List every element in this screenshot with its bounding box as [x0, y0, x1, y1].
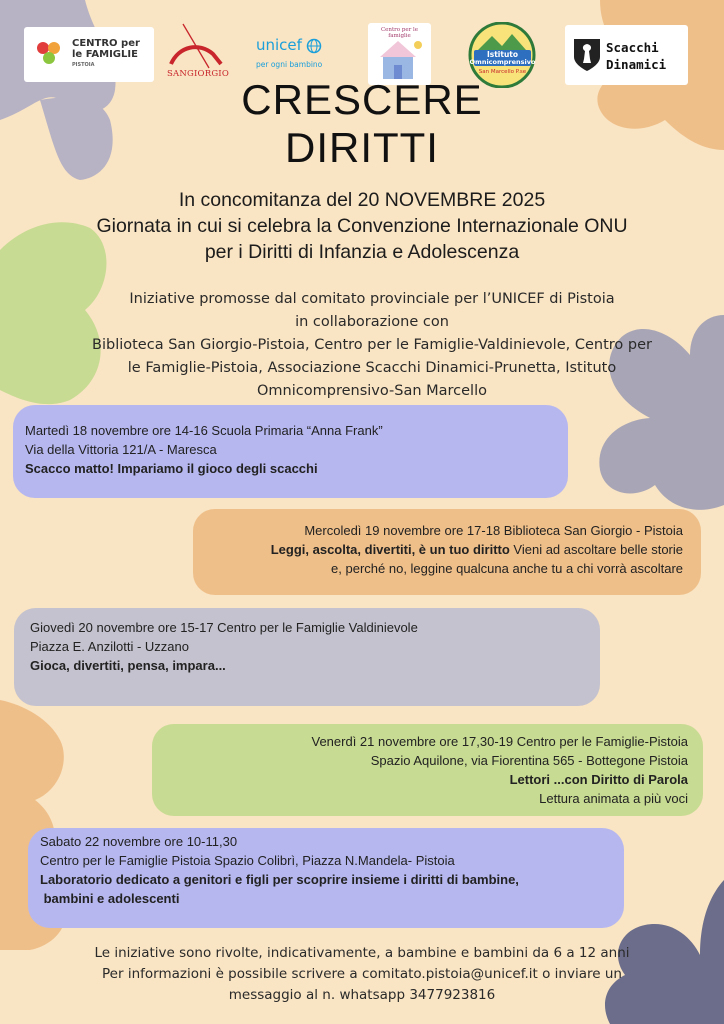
page-title-line2: DIRITTI — [285, 124, 439, 171]
logo-centro-famiglie-line2: le FAMIGLIE — [72, 49, 138, 60]
unicef-globe-icon — [306, 38, 322, 54]
logo-istituto-line2: Omnicomprensivo — [469, 58, 536, 66]
logo-unicef-name: unicef — [256, 36, 302, 54]
intro-line: Omnicomprensivo-San Marcello — [257, 383, 487, 399]
footer-line-contact: Per informazioni è possibile scrivere a comitato.pistoia@unicef.it o inviare un — [102, 966, 622, 982]
intro-line: Biblioteca San Giorgio-Pistoia, Centro per le Famiglie-Valdinievole, Centro per — [92, 337, 652, 353]
logo-unicef-tagline: per ogni bambino — [256, 60, 323, 69]
footer-line-whatsapp: messaggio al n. whatsapp 3477923816 — [228, 987, 496, 1003]
event-date-location: Martedì 18 novembre ore 14-16 Scuola Primaria “Anna Frank” — [25, 423, 383, 438]
event-date-location: Venerdì 21 novembre ore 17,30-19 Centro per le Famiglie-Pistoia — [311, 734, 688, 749]
intro-line: le Famiglie-Pistoia, Associazione Scacchi Dinamici-Prunetta, Istituto — [127, 360, 617, 376]
event-description: Vieni ad ascoltare belle storie — [509, 542, 683, 557]
footer-info — [0, 943, 724, 1006]
logo-centro-famiglie — [24, 27, 154, 82]
event-card-thursday — [14, 608, 600, 706]
logo-centro-famiglie-line3: PISTOIA — [72, 62, 95, 68]
event-location: Centro per le Famiglie Pistoia Spazio Colibrì, Piazza N.Mandela- Pistoia — [40, 853, 455, 868]
intro-line: Iniziative promosse dal comitato provinciale per l’UNICEF di Pistoia — [129, 291, 615, 307]
event-title: Lettori ...con Diritto di Parola — [509, 772, 688, 787]
logo-istituto-line1: Istituto — [486, 50, 519, 59]
logo-unicef — [250, 34, 330, 74]
event-description: Lettura animata a più voci — [539, 791, 688, 806]
event-address: Piazza E. Anzilotti - Uzzano — [30, 639, 189, 654]
event-address: Spazio Aquilone, via Fiorentina 565 - Bottegone Pistoia — [370, 753, 688, 768]
subtitle-line: In concomitanza del 20 NOVEMBRE 2025 — [178, 189, 546, 211]
sangiorgio-arch-icon — [165, 22, 227, 70]
event-date-location: Mercoledì 19 novembre ore 17-18 Biblioteca San Giorgio - Pistoia — [304, 523, 683, 538]
footer-line: Le iniziative sono rivolte, indicativamente, a bambine e bambini da 6 a 12 anni — [94, 945, 630, 961]
logo-istituto-line3: San Marcello P.se — [478, 69, 527, 75]
logo-centro-disegno-text: Centro per le famiglie — [380, 27, 419, 39]
event-date-time: Sabato 22 novembre ore 10-11,30 — [40, 834, 238, 849]
event-title: Laboratorio dedicato a genitori e figli per scoprire insieme i diritti di bambine, — [40, 872, 519, 887]
logo-sangiorgio — [165, 22, 230, 84]
event-title-continued: bambini e adolescenti — [40, 891, 180, 906]
intro-line: in collaborazione con — [295, 314, 449, 330]
event-description: e, perché no, leggine qualcuna anche tu a chi vorrà ascoltare — [331, 561, 683, 576]
subtitle-line: Giornata in cui si celebra la Convenzione Internazionale ONU — [96, 215, 628, 237]
logo-sangiorgio-label: SANGIORGIO — [167, 69, 230, 79]
event-title: Gioca, divertiti, pensa, impara... — [30, 658, 226, 673]
family-icon — [34, 39, 68, 69]
event-card-tuesday — [13, 405, 568, 498]
event-title: Leggi, ascolta, divertiti, è un tuo diritto — [270, 542, 510, 557]
logo-scacchi-line2: Dinamici — [606, 57, 667, 72]
event-card-wednesday — [193, 509, 701, 595]
page-title-line1: CRESCERE — [241, 76, 483, 123]
intro-paragraph — [0, 288, 724, 403]
event-date-location: Giovedì 20 novembre ore 15-17 Centro per le Famiglie Valdinievole — [30, 620, 418, 635]
event-card-friday — [152, 724, 703, 816]
logo-centro-famiglie-line1: CENTRO per — [72, 38, 140, 49]
event-title: Scacco matto! Impariamo il gioco degli scacchi — [25, 461, 318, 476]
logo-scacchi-line1: Scacchi — [606, 40, 659, 55]
event-card-saturday — [28, 828, 624, 928]
subtitle — [0, 187, 724, 265]
chess-shield-icon — [572, 37, 602, 73]
event-address: Via della Vittoria 121/A - Maresca — [25, 442, 217, 457]
subtitle-line: per i Diritti di Infanzia e Adolescenza — [204, 241, 520, 263]
